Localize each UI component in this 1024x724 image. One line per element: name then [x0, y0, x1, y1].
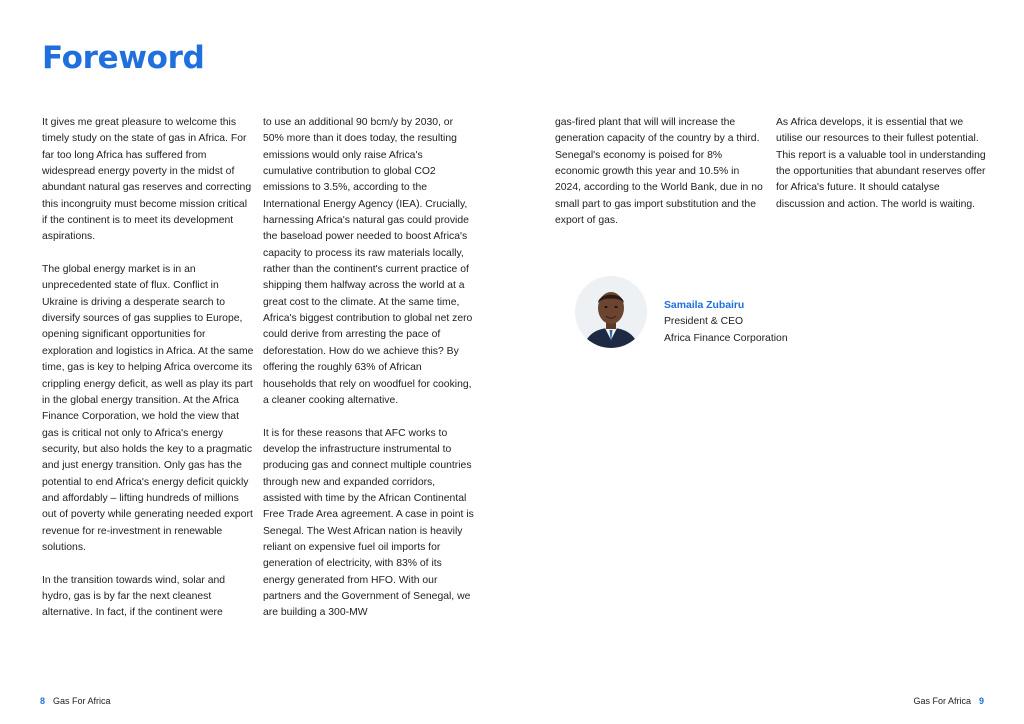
text-column-2: [263, 115, 475, 622]
footer-publication-title-left: Gas For Africa: [53, 696, 111, 706]
paragraph: In the transition towards wind, solar and hydro, gas is by far the next cleanest alternative. In fact, if the continent were: [42, 574, 226, 619]
footer-publication-title-right: Gas For Africa: [913, 696, 971, 706]
paragraph: It is for these reasons that AFC works to develop the infrastructure instrumental to producing gas and connect multiple countries through new and expanded corridors, assisted with time by the African Continental Free Trade Area agreement. A case in point is Senegal. The West African nation is heavily reliant on expensive fuel oil imports for generation of electricity, with 83% of its energy generated from HFO. With our partners and the Government of Senegal, we are building a 300-MW: [263, 427, 474, 619]
signatory-organization: Africa Finance Corporation: [664, 332, 788, 344]
page-number-left: 8: [40, 696, 46, 706]
text-column-4: [776, 115, 988, 213]
footer-left: [40, 696, 111, 706]
portrait-icon: [575, 276, 647, 348]
signatory-name: Samaila Zubairu: [664, 300, 745, 311]
paragraph: As Africa develops, it is essential that we utilise our resources to their fullest potential. This report is a valuable tool in understanding the opportunities that abundant reserves offer for Africa's future. It should catalyse discussion and action. The world is waiting.: [776, 117, 986, 210]
signatory-role: President & CEO: [664, 316, 744, 328]
text-column-1: [42, 115, 254, 622]
paragraph: The global energy market is in an unprecedented state of flux. Conflict in Ukraine is driving a desperate search to diversify sources of gas supplies to Europe, opening significant opportunities for exploration and logistics in Africa. At the same time, gas is key to helping Africa overcome its crippling energy deficit, as well as play its part in the global energy transition. At the Africa Finance Corporation, we hold the view that gas is critical not only to Africa's energy security, but also holds the key to a pragmatic and just energy transition. Only gas has the potential to end Africa's energy deficit quickly and affordably – lifting hundreds of millions out of poverty while generating needed export revenue for re-investment in renewable solutions.: [42, 264, 254, 553]
paragraph: gas-fired plant that will will increase the generation capacity of the country by a third. Senegal's economy is poised for 8% economic growth this year and 10.5% in 2024, according to the World Bank, due in no small part to gas import substitution and the export of gas.: [555, 117, 763, 227]
paragraph: It gives me great pleasure to welcome this timely study on the state of gas in Africa. For far too long Africa has suffered from widespread energy poverty in the midst of abundant natural gas reserves and correcting this incongruity must become mission critical if the continent is to meet its development aspirations.: [42, 117, 252, 243]
page-number-right: 9: [978, 696, 984, 706]
footer-right: [913, 696, 984, 706]
portrait-photo: [575, 276, 647, 348]
text-column-3: [555, 115, 767, 229]
page-title: Foreword: [42, 40, 205, 76]
paragraph: to use an additional 90 bcm/y by 2030, or 50% more than it does today, the resulting emissions would only raise Africa's cumulative contribution to global CO2 emissions to 3.5%, according to the International Energy Agency (IEA). Crucially, harnessing Africa's natural gas could provide the baseload power needed to boost Africa's capacity to process its raw materials locally, rather than the continent's current practice of shipping them halfway across the world at a great cost to the climate. At the same time, Africa's biggest contribution to global net zero could derive from arresting the pace of deforestation. How do we achieve this? By offering the roughly 63% of African households that rely on woodfuel for cooking, a cleaner cooking alternative.: [263, 117, 473, 406]
